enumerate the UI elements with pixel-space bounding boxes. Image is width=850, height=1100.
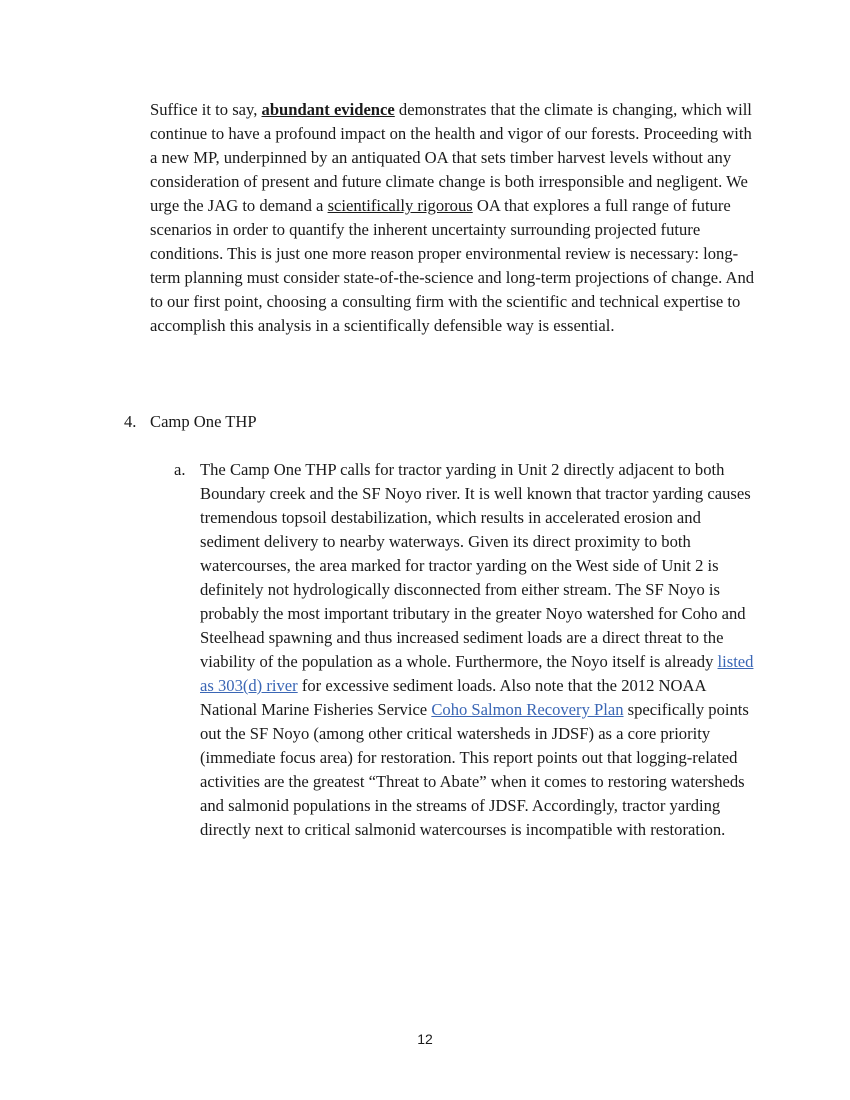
sub-item-letter: a. [174,460,186,479]
page-number: 12 [417,1031,433,1047]
climate-text-1: Suffice it to say, [150,100,262,119]
camp-one-text-3: specifically points out the SF Noyo (among other critical watersheds in JDSF) as a core priority (immediate focus area) for restoration. This report points out that logging-related activities are the greatest “Threat to Abate” when it comes to restoring watersheds and salmonid populations in the streams of JDSF. Accordingly, tractor yarding directly next to critical salmonid watercourses is incompatible with restoration. [200,700,749,839]
303d-river-link[interactable]: listed as 303(d) river [200,652,754,695]
list-number: 4. [124,412,137,431]
climate-text-3: OA that explores a full range of future scenarios in order to quantify the inherent uncertainty surrounding projected future conditions. This is just one more reason proper environmental review is necessary: long-term planning must consider state-of-the-science and long-term projections of change. And to our first point, choosing a consulting firm with the scientific and technical expertise to accomplish this analysis in a scientifically defensible way is essential. [150,196,755,335]
coho-recovery-plan-link[interactable]: Coho Salmon Recovery Plan [431,700,624,719]
section-title: Camp One THP [150,412,257,431]
abundant-evidence-emphasis: abundant evidence [261,100,395,119]
climate-text-2: demonstrates that the climate is changing, which will continue to have a profound impact on the health and vigor of our forests. Proceeding with a new MP, underpinned by an antiquated OA that sets timber harvest levels without any consideration of present and future climate change is both irresponsible and negligent. We urge the JAG to demand a [150,100,752,215]
camp-one-text-2: for excessive sediment loads. Also note that the 2012 NOAA National Marine Fisheries Service [200,676,706,719]
camp-one-text-1: The Camp One THP calls for tractor yarding in Unit 2 directly adjacent to both Boundary creek and the SF Noyo river. It is well known that tractor yarding causes tremendous topsoil destabilization, which results in accelerated erosion and sediment delivery to nearby waterways. Given its direct proximity to both watercourses, the area marked for tractor yarding on the West side of Unit 2 is definitely not hydrologically disconnected from either stream. The SF Noyo is probably the most important tributary in the greater Noyo watershed for Coho and Steelhead spawning and thus increased sediment loads are a direct threat to the viability of the population as a whole. Furthermore, the Noyo itself is already [200,460,751,671]
camp-one-paragraph [200,458,760,842]
climate-paragraph [150,98,755,338]
scientifically-rigorous-emphasis: scientifically rigorous [327,196,473,215]
